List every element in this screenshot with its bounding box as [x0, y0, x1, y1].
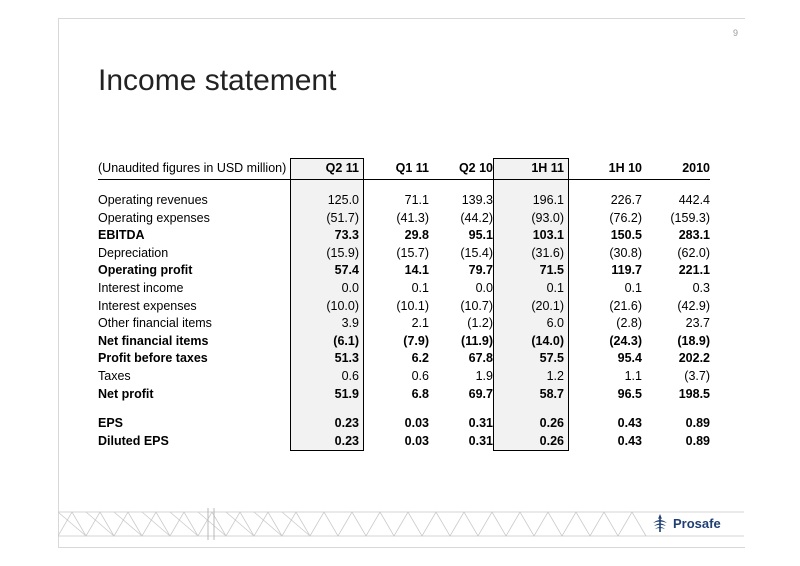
income-statement-table	[98, 158, 710, 451]
table-cell	[494, 180, 569, 193]
column-header: 1H 11	[494, 159, 569, 180]
table-cell: 14.1	[404, 263, 429, 278]
column-header: Q2 11	[291, 159, 364, 180]
table-cell: 58.7	[494, 386, 569, 404]
table-cell: 95.4	[617, 351, 642, 366]
table-cell: 71.1	[404, 193, 429, 207]
spacer-row	[98, 180, 710, 193]
table-row	[98, 245, 710, 263]
row-label: Interest income	[98, 280, 184, 295]
table-cell: 0.23	[291, 433, 364, 451]
row-label: Net financial items	[98, 333, 209, 348]
table-cell: (31.6)	[494, 245, 569, 263]
table-row	[98, 415, 710, 433]
table-cell: (15.9)	[291, 245, 364, 263]
table-cell: 221.1	[678, 263, 710, 278]
table-cell: (10.0)	[291, 298, 364, 316]
table-cell: (10.7)	[460, 298, 493, 313]
table-cell: 0.23	[291, 415, 364, 433]
table-cell: 96.5	[617, 386, 642, 401]
table-cell: (20.1)	[494, 298, 569, 316]
table-cell: (30.8)	[609, 245, 642, 260]
row-label	[98, 180, 291, 193]
table-cell: (159.3)	[670, 210, 710, 225]
row-label: Depreciation	[98, 245, 169, 260]
table-cell: 6.2	[411, 351, 429, 366]
table-cell: (41.3)	[396, 210, 429, 225]
table-cell	[429, 180, 494, 193]
table-cell: 0.89	[685, 433, 710, 448]
page-title: Income statement	[98, 64, 337, 97]
table-cell: 0.43	[617, 416, 642, 431]
table-cell: 29.8	[404, 228, 429, 243]
table-cell	[642, 180, 710, 193]
logo-text: Prosafe	[673, 515, 721, 531]
table-cell: 103.1	[494, 227, 569, 245]
table-cell: 226.7	[610, 193, 642, 207]
table-cell: 73.3	[291, 227, 364, 245]
table-cell: (62.0)	[677, 245, 710, 260]
table-cell: 2.1	[411, 316, 429, 331]
table-cell: 283.1	[678, 228, 710, 243]
table-cell	[494, 403, 569, 415]
table-row	[98, 210, 710, 228]
table-cell: 0.03	[404, 416, 429, 431]
row-label: Interest expenses	[98, 298, 197, 313]
table-cell: 0.6	[411, 368, 429, 383]
table-cell: 57.5	[494, 350, 569, 368]
table-row	[98, 298, 710, 316]
table-row	[98, 192, 710, 210]
row-label: Net profit	[98, 386, 154, 401]
table-cell	[642, 403, 710, 415]
table-cell: (93.0)	[494, 210, 569, 228]
table-cell: 202.2	[678, 351, 710, 366]
row-label: Operating expenses	[98, 210, 210, 225]
table-cell: 1.2	[494, 368, 569, 386]
row-label: Taxes	[98, 368, 131, 383]
row-label: Operating profit	[98, 263, 193, 278]
table-cell: 3.9	[291, 315, 364, 333]
table-cell: 0.0	[291, 280, 364, 298]
row-label: Operating revenues	[98, 193, 208, 207]
table-cell: 0.26	[494, 433, 569, 451]
row-label: Other financial items	[98, 316, 212, 331]
table-cell: 0.1	[624, 280, 642, 295]
table-cell: 79.7	[468, 263, 493, 278]
table-cell	[364, 180, 430, 193]
table-cell: 0.0	[475, 280, 493, 295]
table-cell: (44.2)	[460, 210, 493, 225]
table-cell: 51.3	[291, 350, 364, 368]
table-cell	[291, 180, 364, 193]
row-label: Diluted EPS	[98, 433, 169, 448]
table-cell: (18.9)	[677, 333, 710, 348]
table-cell: 0.31	[468, 416, 493, 431]
table-cell: 198.5	[678, 386, 710, 401]
row-label: EPS	[98, 416, 124, 431]
table-cell: (10.1)	[396, 298, 429, 313]
table-row	[98, 333, 710, 351]
row-label: EBITDA	[98, 228, 145, 243]
table-cell: (7.9)	[403, 333, 429, 348]
spacer-row	[98, 403, 710, 415]
table-cell: 0.6	[291, 368, 364, 386]
row-label: Profit before taxes	[98, 351, 208, 366]
table-cell: 23.7	[685, 316, 710, 331]
table-row	[98, 280, 710, 298]
table-row	[98, 433, 710, 451]
table-cell: 0.43	[617, 433, 642, 448]
table-cell: 150.5	[610, 228, 642, 243]
table-cell: (15.4)	[460, 245, 493, 260]
table-cell	[429, 403, 494, 415]
table-cell: 119.7	[611, 263, 642, 278]
table-caption: (Unaudited figures in USD million)	[98, 159, 291, 180]
table-cell: (3.7)	[684, 368, 710, 383]
column-header: Q2 10	[429, 159, 494, 180]
table-cell	[364, 403, 430, 415]
table-cell: 0.31	[468, 433, 493, 448]
table-row	[98, 262, 710, 280]
table-cell: 69.7	[468, 386, 493, 401]
table-cell: 6.8	[411, 386, 429, 401]
table-cell: (14.0)	[494, 333, 569, 351]
table-cell: (76.2)	[609, 210, 642, 225]
table-row	[98, 315, 710, 333]
column-header: Q1 11	[364, 159, 430, 180]
table-cell: 71.5	[494, 262, 569, 280]
table-cell: (11.9)	[461, 333, 493, 348]
page-number: 9	[732, 28, 738, 38]
table-row	[98, 350, 710, 368]
table-cell: 442.4	[678, 193, 710, 207]
table-cell: 95.1	[468, 228, 493, 243]
table-cell: 67.8	[468, 351, 493, 366]
table-cell	[291, 403, 364, 415]
table-cell: (6.1)	[291, 333, 364, 351]
table-cell: (2.8)	[616, 316, 642, 331]
table-row	[98, 386, 710, 404]
table-cell: 1.1	[624, 368, 642, 383]
table-cell: (42.9)	[677, 298, 710, 313]
prosafe-logo	[652, 514, 721, 532]
table-cell: 0.1	[494, 280, 569, 298]
table-cell	[569, 180, 643, 193]
row-label	[98, 403, 291, 415]
table-cell: 0.89	[685, 416, 710, 431]
table-cell: (15.7)	[396, 245, 429, 260]
table-cell: (51.7)	[291, 210, 364, 228]
table-cell: 0.26	[494, 415, 569, 433]
table-cell: 125.0	[291, 192, 364, 210]
table-cell: (21.6)	[609, 298, 642, 313]
table-header-row	[98, 159, 710, 180]
prosafe-logo-icon	[652, 514, 668, 532]
table-cell: 6.0	[494, 315, 569, 333]
table-cell: 0.3	[692, 280, 710, 295]
table-cell: 0.03	[404, 433, 429, 448]
table-cell: 196.1	[494, 192, 569, 210]
table-cell	[569, 403, 643, 415]
table-cell: (24.3)	[609, 333, 642, 348]
footer-structure-graphic	[58, 508, 744, 540]
table-row	[98, 227, 710, 245]
table-row	[98, 368, 710, 386]
table-cell: 57.4	[291, 262, 364, 280]
table-cell: 139.3	[461, 193, 493, 207]
table-cell: 51.9	[291, 386, 364, 404]
column-header: 2010	[642, 159, 710, 180]
table-cell: (1.2)	[467, 316, 493, 331]
table-cell: 1.9	[475, 368, 493, 383]
column-header: 1H 10	[569, 159, 643, 180]
table-cell: 0.1	[411, 280, 429, 295]
